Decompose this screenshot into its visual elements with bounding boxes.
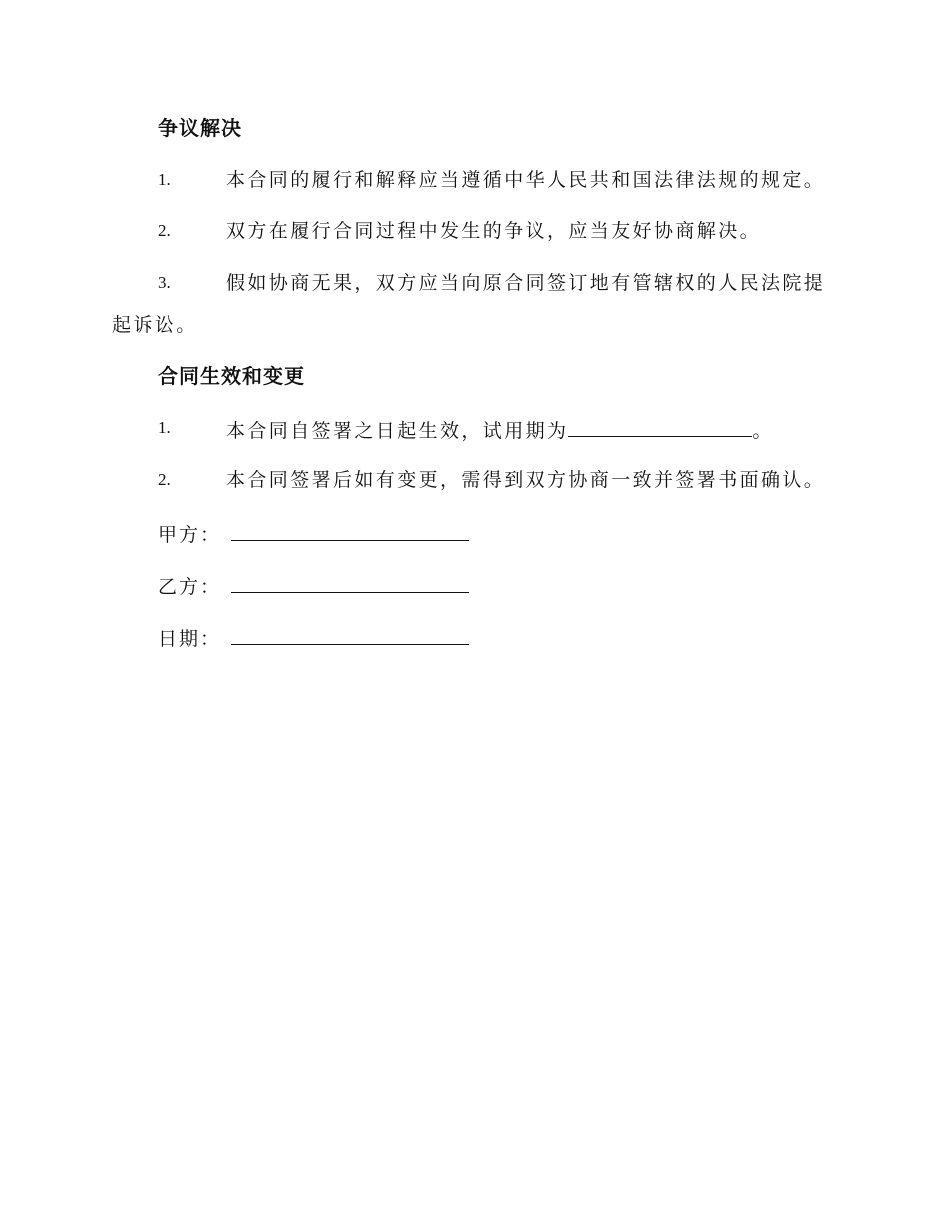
signature-party-b (158, 572, 469, 599)
signature-label: 日期： (158, 628, 222, 650)
clause-effect-2 (158, 468, 834, 492)
clause-text-before: 本合同自签署之日起生效，试用期为 (226, 420, 569, 442)
clause-text-after: 。 (752, 420, 774, 442)
clause-text: 本合同的履行和解释应当遵循中华人民共和国法律法规的规定。 (226, 169, 826, 191)
clause-number: 1. (158, 418, 171, 437)
signature-date (158, 624, 469, 651)
section-heading-effectiveness: 合同生效和变更 (158, 364, 305, 388)
clause-text: 假如协商无果，双方应当向原合同签订地有管辖权的人民法院提 (226, 272, 826, 294)
clause-text: 本合同签署后如有变更，需得到双方协商一致并签署书面确认。 (226, 469, 826, 491)
clause-dispute-2 (158, 219, 834, 243)
signature-line[interactable] (231, 572, 469, 593)
signature-party-a (158, 520, 469, 547)
clause-dispute-3 (158, 271, 834, 295)
clause-effect-1 (158, 416, 834, 443)
signature-line[interactable] (231, 520, 469, 541)
clause-dispute-1 (158, 168, 834, 192)
clause-text: 双方在履行合同过程中发生的争议，应当友好协商解决。 (226, 220, 762, 242)
signature-label: 甲方： (158, 524, 222, 546)
clause-number: 1. (158, 170, 171, 189)
section-heading-dispute: 争议解决 (158, 116, 242, 140)
signature-label: 乙方： (158, 576, 222, 598)
clause-number: 2. (158, 470, 171, 489)
clause-number: 3. (158, 273, 171, 292)
clause-number: 2. (158, 221, 171, 240)
clause-text-continuation: 起诉讼。 (112, 314, 198, 336)
signature-line[interactable] (231, 624, 469, 645)
clause-text (158, 416, 834, 443)
probation-period-blank[interactable] (568, 416, 752, 437)
